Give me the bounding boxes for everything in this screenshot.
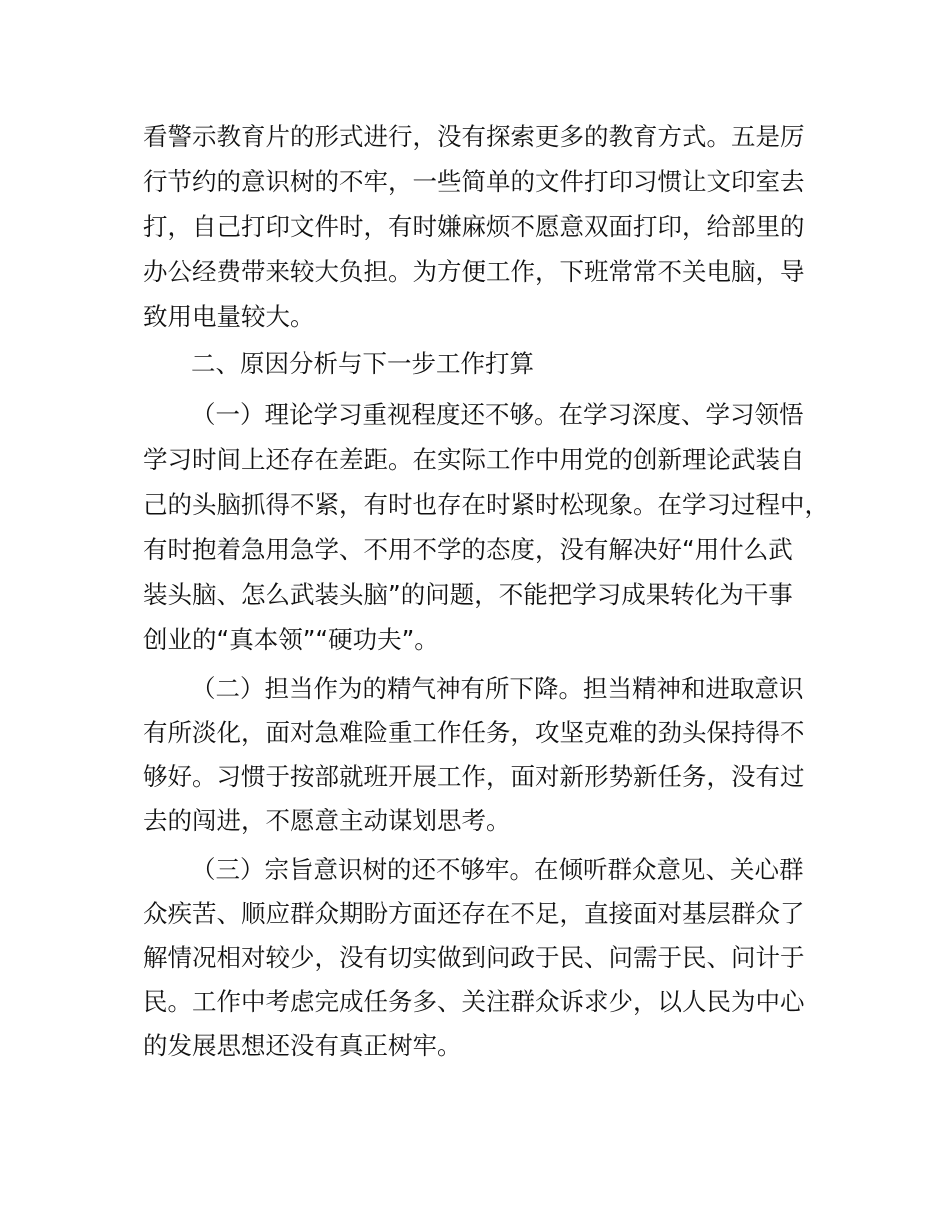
text-line: 有所淡化，面对急难险重工作任务，攻坚克难的劲头保持得不: [143, 718, 805, 747]
text-line: 有时抱着急用急学、不用不学的态度，没有解决好“用什么武: [143, 535, 793, 564]
text-line: 够好。习惯于按部就班开展工作，面对新形势新任务，没有过: [143, 762, 805, 791]
text-line: （一）理论学习重视程度还不够。在学习深度、学习领悟: [191, 400, 804, 429]
text-line: 创业的“真本领”“硬功夫”。: [143, 625, 439, 654]
text-line: 众疾苦、顺应群众期盼方面还存在不足，直接面对基层群众了: [143, 899, 805, 928]
text-line: （二）担当作为的精气神有所下降。担当精神和进取意识: [191, 674, 804, 703]
text-line: 看警示教育片的形式进行，没有探索更多的教育方式。五是厉: [143, 122, 805, 151]
text-line: 去的闯进，不愿意主动谋划思考。: [143, 806, 511, 835]
text-line: 学习时间上还存在差距。在实际工作中用党的创新理论武装自: [143, 445, 805, 474]
text-line: 己的头脑抓得不紧，有时也存在时紧时松现象。在学习过程中，: [143, 490, 829, 519]
text-line: 行节约的意识树的不牢，一些简单的文件打印习惯让文印室去: [143, 167, 805, 196]
text-line: 民。工作中考虑完成任务多、关注群众诉求少，以人民为中心: [143, 987, 805, 1016]
text-line: 装头脑、怎么武装头脑”的问题，不能把学习成果转化为干事: [143, 580, 793, 609]
text-line: 解情况相对较少，没有切实做到问政于民、问需于民、问计于: [143, 943, 805, 972]
text-line: 致用电量较大。: [143, 302, 315, 331]
text-line: 打，自己打印文件时，有时嫌麻烦不愿意双面打印，给部里的: [143, 212, 805, 241]
text-line: （三）宗旨意识树的还不够牢。在倾听群众意见、关心群: [191, 855, 804, 884]
text-line: 办公经费带来较大负担。为方便工作，下班常常不关电脑，导: [143, 257, 805, 286]
section-heading: 二、原因分析与下一步工作打算: [191, 349, 534, 378]
text-line: 的发展思想还没有真正树牢。: [143, 1031, 462, 1060]
